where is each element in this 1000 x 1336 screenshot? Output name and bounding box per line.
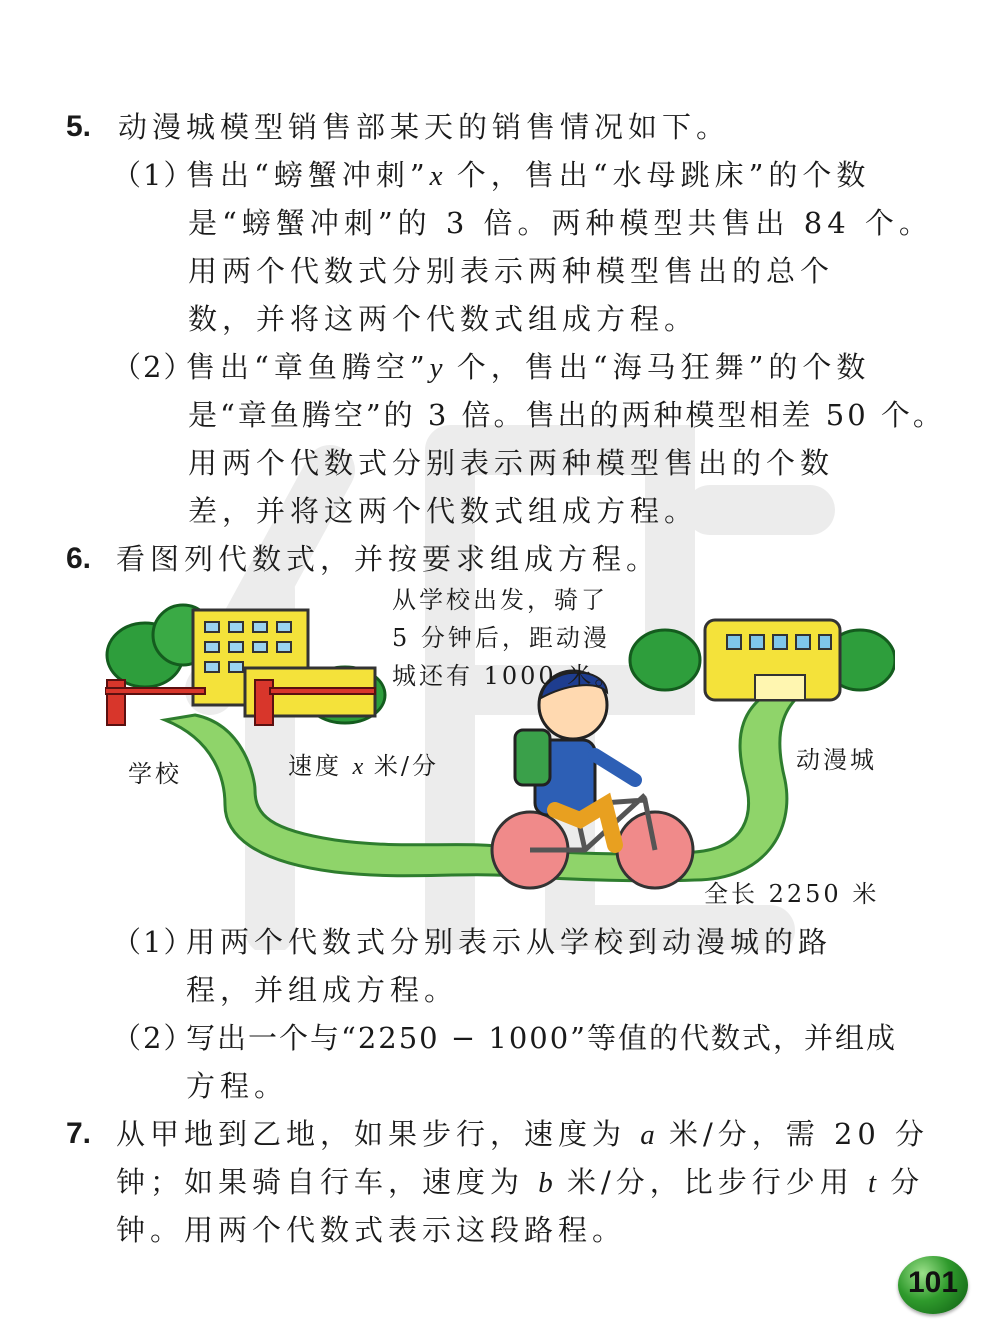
q5-part1-line3: 用两个代数式分别表示两种模型售出的总个 [188,254,835,288]
q5-part2-line3: 用两个代数式分别表示两种模型售出的个数 [188,446,835,480]
q6-part1-label: （1） [112,925,195,959]
q5-part1-line2: 是“螃蟹冲刺”的 3 倍。两种模型共售出 84 个。 [188,206,933,240]
question-6-number: 6. [66,542,92,575]
q5-part2-label: （2） [112,350,195,384]
q5-part1-label: （1） [112,158,195,192]
q5-part2-line1 [186,347,870,388]
variable-t: t [867,1167,877,1199]
variable-y: y [429,352,443,384]
question-5-number: 5. [66,110,92,143]
speech-bubble-line2: 5 分钟后，距动漫 [392,624,610,652]
school-building [193,610,375,716]
school-label: 学校 [128,760,182,788]
speed-label-text-a: 速度 [288,752,353,780]
q7-line1 [116,1114,929,1155]
speech-bubble-line3: 城还有 1000 米。 [392,662,622,690]
q6-part2-line1: 写出一个与“2250 − 1000”等值的代数式，并组成 [186,1021,897,1055]
q6-part1-line2: 程，并组成方程。 [186,973,459,1007]
anime-city-building [630,620,895,700]
variable-x-speed: x [352,754,364,780]
q7-line1-text-b: 米/分，需 20 分 [654,1117,930,1151]
q6-part1-line1: 用两个代数式分别表示从学校到动漫城的路 [186,925,833,959]
q5-part1-line1 [186,155,870,196]
variable-b: b [538,1167,553,1199]
q5-part2-line1-text-a: 售出“章鱼腾空” [186,350,430,384]
q7-line3: 钟。用两个代数式表示这段路程。 [116,1213,627,1247]
q7-line2-text-a: 钟；如果骑自行车，速度为 [116,1165,539,1199]
q6-part2-line2: 方程。 [186,1069,289,1103]
q5-part2-line2: 是“章鱼腾空”的 3 倍。售出的两种模型相差 50 个。 [188,398,945,432]
q5-part1-line1-text-a: 售出“螃蟹冲刺” [186,158,430,192]
q7-line2-text-c: 分 [876,1165,925,1199]
question-5-title: 动漫城模型销售部某天的销售情况如下。 [118,110,731,144]
speech-bubble-line1: 从学校出发，骑了 [392,586,608,614]
variable-x: x [429,160,443,192]
q5-part2-line1-text-b: 个，售出“海马狂舞”的个数 [442,350,871,384]
q5-part1-line4: 数，并将这两个代数式组成方程。 [188,302,699,336]
speed-label [288,748,439,785]
question-6-title: 看图列代数式，并按要求组成方程。 [116,542,661,576]
q7-line2 [116,1162,924,1203]
speed-label-text-b: 米/分 [363,752,440,780]
q5-part2-line4: 差，并将这两个代数式组成方程。 [188,494,699,528]
q6-part2-label: （2） [112,1021,195,1055]
q7-line1-text-a: 从甲地到乙地，如果步行，速度为 [116,1117,641,1151]
page-number: 101 [907,1266,959,1299]
variable-a: a [640,1119,655,1151]
q5-part1-line1-text-b: 个，售出“水母跳床”的个数 [442,158,871,192]
q7-line2-text-b: 米/分，比步行少用 [552,1165,868,1199]
anime-city-label: 动漫城 [796,746,877,774]
total-length-label: 全长 2250 米 [704,880,880,908]
question-7-number: 7. [66,1117,92,1150]
page-number-badge [898,1256,968,1314]
